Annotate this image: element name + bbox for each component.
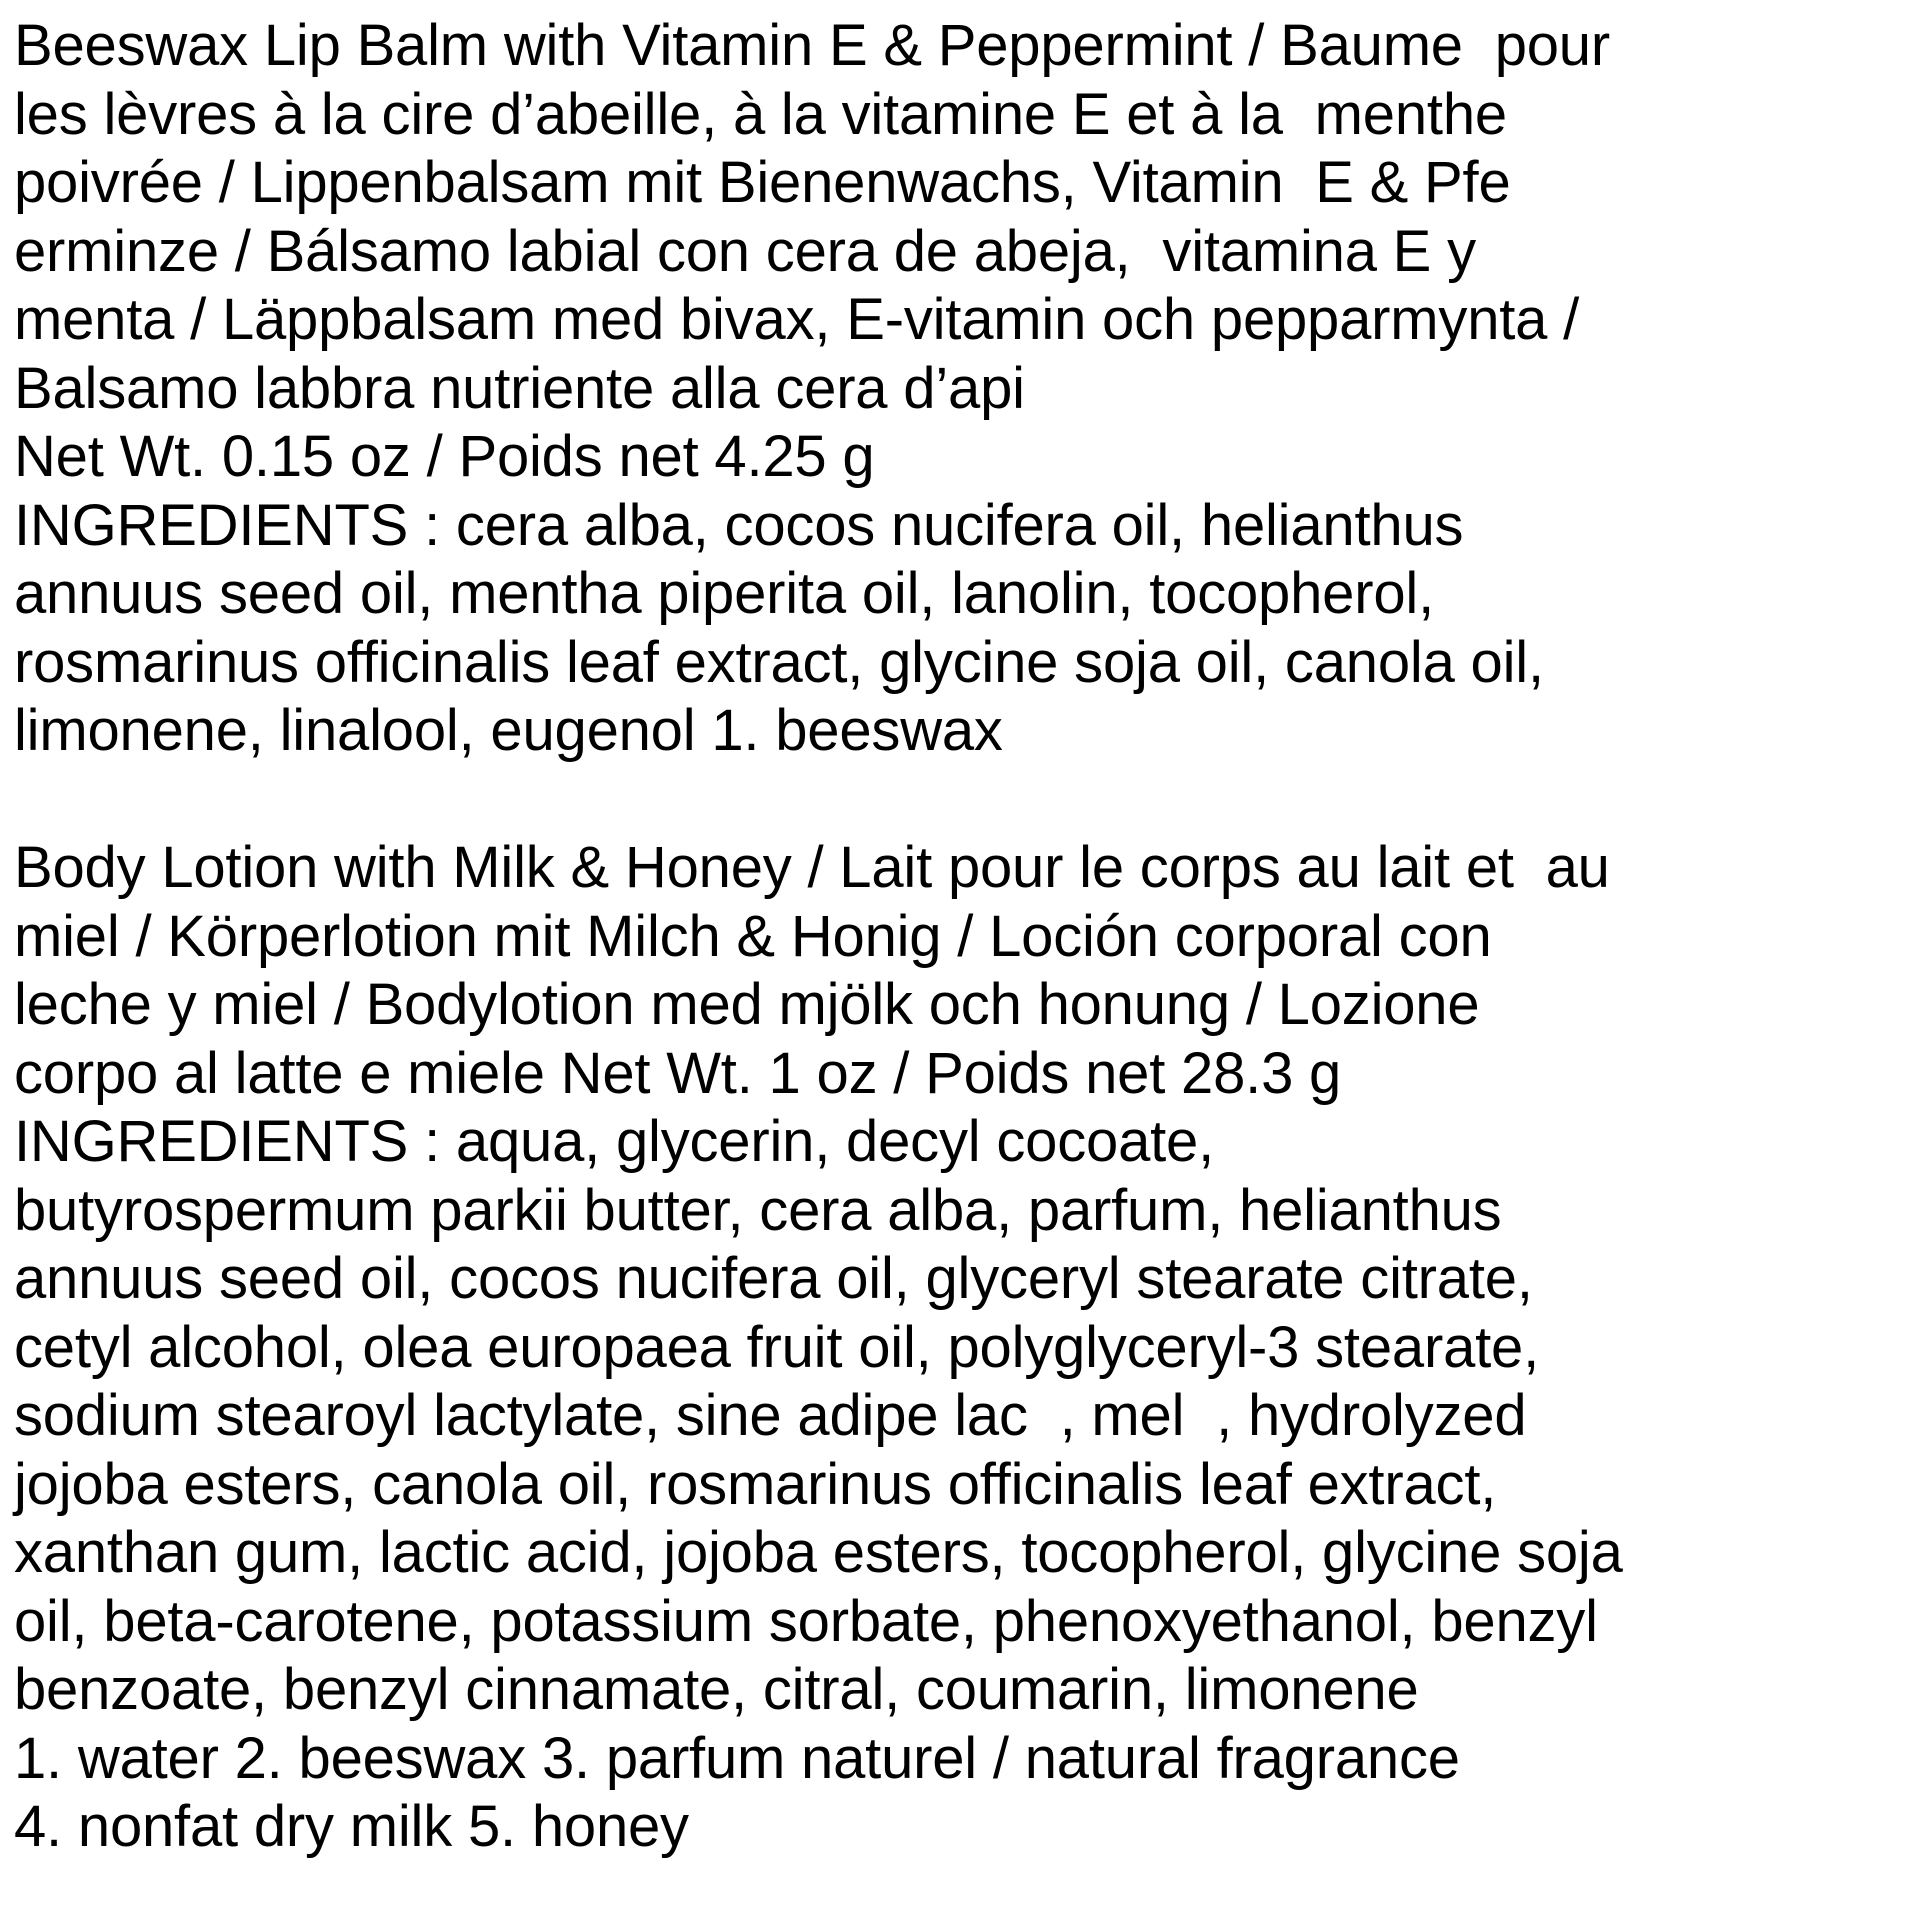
body-lotion-ingredients-line-7: xanthan gum, lactic acid, jojoba esters, tocopherol, glycine soja [14, 1520, 1623, 1585]
body-lotion-ingredients [14, 1108, 1914, 1725]
body-lotion-title-line-3: leche y miel / Bodylotion med mjölk och honung / Lozione [14, 972, 1480, 1037]
lip-balm-title [14, 12, 1914, 423]
body-lotion-footnotes [14, 1725, 1914, 1862]
lip-balm-ingredients-line-4: limonene, linalool, eugenol 1. beeswax [14, 698, 1003, 763]
body-lotion-ingredients-line-9: benzoate, benzyl cinnamate, citral, coumarin, limonene [14, 1657, 1419, 1722]
body-lotion-ingredients-line-6: jojoba esters, canola oil, rosmarinus officinalis leaf extract, [14, 1451, 1497, 1517]
lip-balm-title-line-1: Beeswax Lip Balm with Vitamin E & Peppermint / Baume pour [14, 13, 1610, 78]
lip-balm-section [14, 12, 1914, 766]
body-lotion-footnote-line-2: 4. nonfat dry milk 5. honey [14, 1794, 689, 1859]
body-lotion-ingredients-line-8: oil, beta-carotene, potassium sorbate, phenoxyethanol, benzyl [14, 1588, 1598, 1654]
lip-balm-ingredients [14, 492, 1914, 766]
body-lotion-ingredients-line-5: sodium stearoyl lactylate, sine adipe lac , mel , hydrolyzed [14, 1383, 1527, 1448]
body-lotion-title-line-2: miel / Körperlotion mit Milch & Honig / Loción corporal con [14, 903, 1492, 969]
lip-balm-title-line-5: menta / Läppbalsam med bivax, E-vitamin och pepparmynta / [14, 287, 1580, 352]
lip-balm-net-weight: Net Wt. 0.15 oz / Poids net 4.25 g [14, 424, 875, 489]
body-lotion-ingredients-line-2: butyrospermum parkii butter, cera alba, parfum, helianthus [14, 1177, 1502, 1243]
body-lotion-title [14, 834, 1914, 1108]
lip-balm-title-line-3: poivrée / Lippenbalsam mit Bienenwachs, Vitamin E & Pfe [14, 150, 1511, 215]
body-lotion-title-line-4: corpo al latte e miele Net Wt. 1 oz / Poids net 28.3 g [14, 1040, 1342, 1106]
lip-balm-title-line-6: Balsamo labbra nutriente alla cera d’api [14, 355, 1025, 421]
body-lotion-section [14, 834, 1914, 1862]
body-lotion-ingredients-line-3: annuus seed oil, cocos nucifera oil, glyceryl stearate citrate, [14, 1246, 1533, 1311]
ingredient-label-document [14, 12, 1914, 1862]
body-lotion-ingredients-line-4: cetyl alcohol, olea europaea fruit oil, polyglyceryl-3 stearate, [14, 1314, 1540, 1380]
lip-balm-ingredients-line-3: rosmarinus officinalis leaf extract, glycine soja oil, canola oil, [14, 629, 1544, 695]
section-spacer [14, 766, 1914, 835]
body-lotion-ingredients-line-1: INGREDIENTS : aqua, glycerin, decyl cocoate, [14, 1109, 1215, 1174]
lip-balm-title-line-4: erminze / Bálsamo labial con cera de abeja, vitamina E y [14, 218, 1476, 284]
lip-balm-title-line-2: les lèvres à la cire d’abeille, à la vitamine E et à la menthe [14, 81, 1507, 147]
body-lotion-title-line-1: Body Lotion with Milk & Honey / Lait pour le corps au lait et au [14, 835, 1610, 900]
body-lotion-footnote-line-1: 1. water 2. beeswax 3. parfum naturel / natural fragrance [14, 1725, 1460, 1791]
lip-balm-ingredients-line-2: annuus seed oil, mentha piperita oil, lanolin, tocopherol, [14, 561, 1434, 626]
lip-balm-ingredients-line-1: INGREDIENTS : cera alba, cocos nucifera oil, helianthus [14, 492, 1464, 558]
